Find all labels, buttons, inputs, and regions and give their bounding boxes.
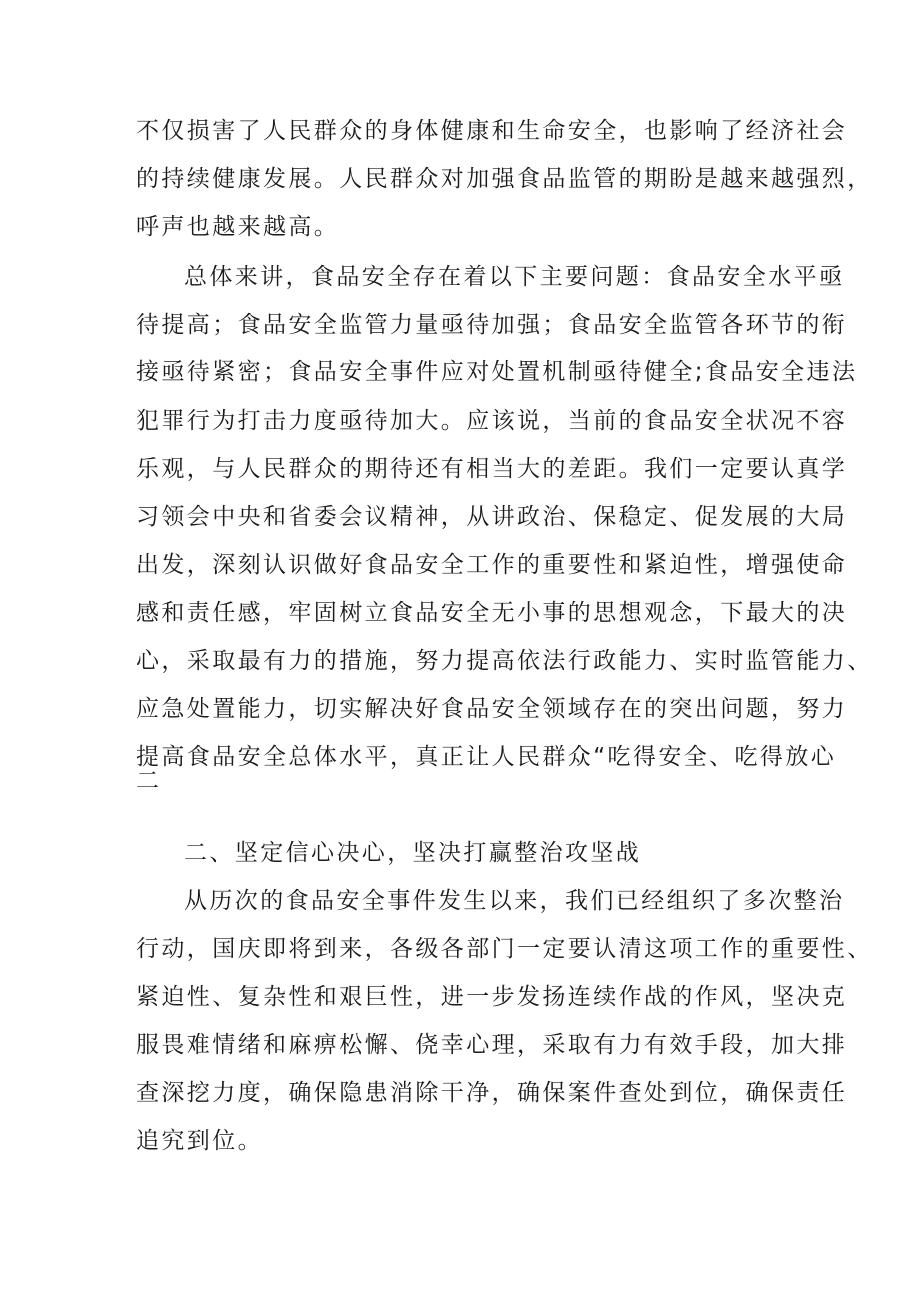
paragraph-line: 犯罪行为打击力度亟待加大。应该说，当前的食品安全状况不容: [136, 408, 848, 434]
paragraph-line: 行动，国庆即将到来，各级各部门一定要认清这项工作的重要性、: [136, 936, 873, 962]
paragraph-line: 出发，深刻认识做好食品安全工作的重要性和紧迫性，增强使命: [136, 552, 848, 578]
paragraph-line: 应急处置能力，切实解决好食品安全领域存在的突出问题，努力: [136, 696, 848, 722]
paragraph-line: 的持续健康发展。人民群众对加强食品监管的期盼是越来越强烈，: [136, 166, 873, 192]
section-heading: 二、坚定信心决心，坚决打赢整治攻坚战: [184, 840, 642, 866]
paragraph-line: 从历次的食品安全事件发生以来，我们已经组织了多次整治: [184, 888, 845, 914]
paragraph-line: 紧迫性、复杂性和艰巨性，进一步发扬连续作战的作风，坚决克: [136, 984, 848, 1010]
paragraph-line: 呼声也越来越高。: [136, 214, 340, 240]
paragraph-line: 接亟待紧密；食品安全事件应对处置机制亟待健全;食品安全违法: [136, 359, 858, 385]
paragraph-line: 追究到位。: [136, 1128, 263, 1154]
paragraph-line: 心，采取最有力的措施，努力提高依法行政能力、实时监管能力、: [136, 648, 873, 674]
paragraph-line: 不仅损害了人民群众的身体健康和生命安全，也影响了经济社会: [136, 118, 848, 144]
paragraph-line: 二: [136, 768, 162, 794]
paragraph-line: 感和责任感，牢固树立食品安全无小事的思想观念，下最大的决: [136, 600, 848, 626]
paragraph-line: 服畏难情绪和麻痹松懈、侥幸心理，采取有力有效手段，加大排: [136, 1032, 848, 1058]
paragraph-line: 乐观，与人民群众的期待还有相当大的差距。我们一定要认真学: [136, 456, 848, 482]
paragraph-line: 查深挖力度，确保隐患消除干净，确保案件查处到位，确保责任: [136, 1080, 848, 1106]
paragraph-line: 习领会中央和省委会议精神，从讲政治、保稳定、促发展的大局: [136, 504, 848, 530]
paragraph-line: 提高食品安全总体水平，真正让人民群众“吃得安全、吃得放心: [136, 744, 837, 770]
paragraph-line: 待提高；食品安全监管力量亟待加强；食品安全监管各环节的衔: [136, 312, 848, 338]
paragraph-line: 总体来讲，食品安全存在着以下主要问题：食品安全水平亟: [184, 264, 845, 290]
